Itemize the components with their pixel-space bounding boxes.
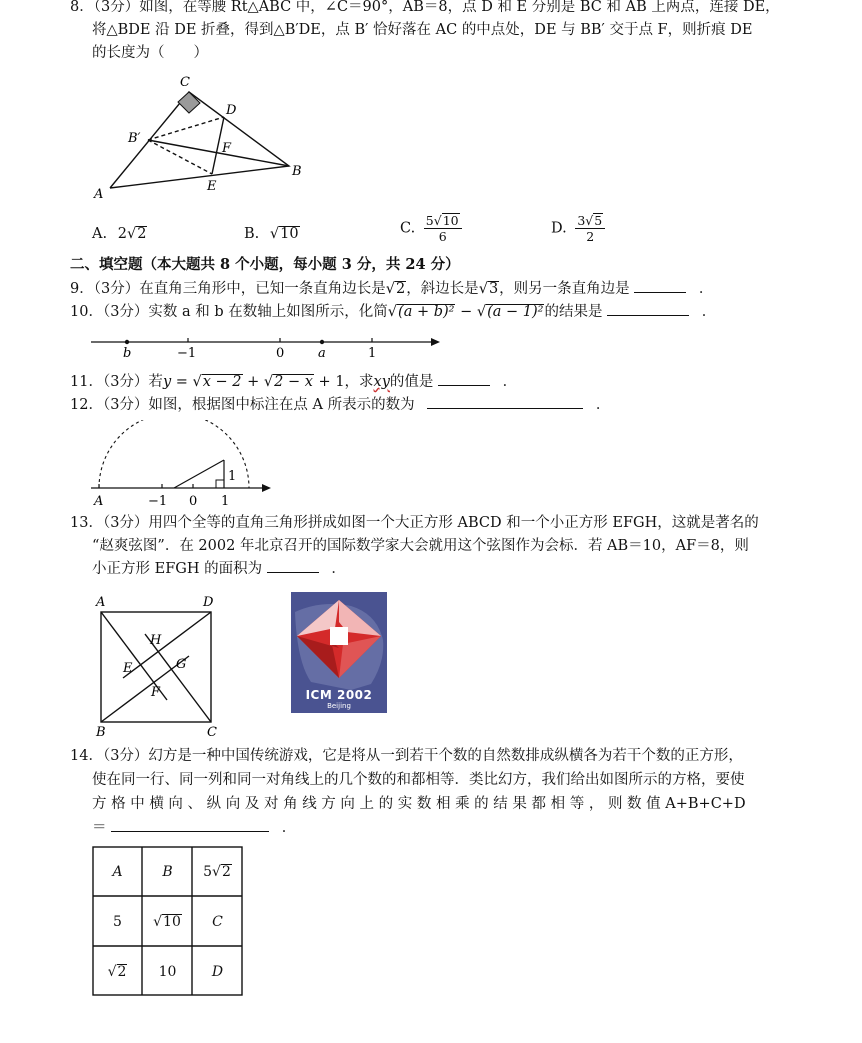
option-d-fraction: $\frac{3√5}{2}$ <box>575 213 605 244</box>
option-c-label: C. <box>400 220 416 237</box>
point-b <box>125 340 129 344</box>
big-square-abcd <box>101 612 211 722</box>
q9-radicand-2: 3 <box>488 281 499 297</box>
q10-expr-1: (a + b)² <box>398 304 455 320</box>
q10-line: 10．（3分）实数 a 和 b 在数轴上如图所示，化简√(a + b)² − √(a − 1)²的结果是 ． <box>70 301 716 323</box>
q8-line1: 8．（3分）如图，在等腰 Rt△ABC 中，∠C＝90°，AB＝8，点 D 和 E 分别是 BC 和 AB 上两点，连接 DE， <box>70 0 780 15</box>
q14-line3: 方 格 中 横 向 、 纵 向 及 对 角 线 方 向 上 的 实 数 相 乘 的 结 果 都 相 等 ， 则 数 值 A+B+C+D <box>92 796 746 812</box>
q12-figure <box>88 420 283 512</box>
section2-title: 二、填空题（本大题共 8 个小题，每小题 3 分，共 24 分） <box>70 256 460 273</box>
right-angle-mark <box>216 480 224 488</box>
label-e: E <box>123 661 133 676</box>
grid-cell-a: A <box>112 863 123 880</box>
label-c: C <box>207 725 217 740</box>
icm2002-logo <box>291 592 387 713</box>
grid-cell-root2: √ 2 <box>107 963 127 980</box>
option-b-radicand: 10 <box>280 226 299 242</box>
q11-radicand-2: 2 − x <box>274 374 313 390</box>
q14-line2: 使在同一行、同一列和同一对角线上的几个数的和都相等．类比幻方，我们给出如图所示的方格，要使 <box>92 772 745 788</box>
grid-cell-5: 5 <box>113 913 122 930</box>
q8-option-d[interactable] <box>551 213 605 244</box>
option-a-coef: 2 <box>117 226 127 242</box>
right-angle-mark <box>178 92 200 113</box>
q8-triangle-figure <box>88 70 313 210</box>
label-d: D <box>203 595 214 610</box>
q10-expr-2: (a − 1)² <box>487 304 544 320</box>
grid-cell-10: 10 <box>158 963 177 980</box>
axis-label-minus-one: −1 <box>177 346 197 361</box>
option-a-radicand: 2 <box>137 226 147 242</box>
q13-line2: “赵爽弦图”．在 2002 年北京召开的国际数学家大会就用这个弦图作为会标．若 AB＝10，AF＝8，则 <box>92 538 749 554</box>
label-side: 1 <box>228 469 237 484</box>
q12-answer-blank[interactable] <box>427 394 583 409</box>
logo-city: Beijing <box>327 702 351 710</box>
q11-line: 11．（3分）若y = √x − 2 + √2 − x + 1，求xy的值是 ． <box>70 371 517 393</box>
option-d-label: D. <box>551 220 567 237</box>
label-one: 1 <box>221 494 230 509</box>
q13-zhao-shuang-figure <box>88 590 228 740</box>
q12-line: 12．（3分）如图，根据图中标注在点 A 所表示的数为 ． <box>70 394 610 416</box>
grid-cell-d: D <box>211 963 224 980</box>
dashed-bprime-e <box>148 140 212 174</box>
q10-answer-blank[interactable] <box>607 301 689 316</box>
label-g: G <box>176 657 187 672</box>
axis-label-one: 1 <box>368 346 377 361</box>
axis-label-b: b <box>123 346 132 361</box>
grid-cell-root10: √ 10 <box>153 913 181 930</box>
grid-cell-c: C <box>212 913 223 930</box>
label-a: A <box>94 187 104 202</box>
label-minus-one: −1 <box>148 494 168 509</box>
label-zero: 0 <box>189 494 198 509</box>
q8-line3: 的长度为（ ） <box>92 45 208 61</box>
point-a <box>320 340 324 344</box>
axis-label-zero: 0 <box>276 346 285 361</box>
q14-line4: ＝ ． <box>92 817 296 839</box>
q10-number-line <box>88 330 448 362</box>
label-bprime: B′ <box>128 131 141 146</box>
grid-cell-5root2: 5 √ 2 <box>203 863 231 880</box>
q8-option-a[interactable]: A. 2√2 <box>92 226 147 242</box>
q14-answer-blank[interactable] <box>111 817 269 832</box>
label-h: H <box>150 633 162 648</box>
grid-cell-b: B <box>162 863 173 880</box>
label-e: E <box>207 179 217 194</box>
dashed-arc <box>99 420 249 488</box>
q11-answer-blank[interactable] <box>438 371 490 386</box>
seg-d <box>123 612 211 678</box>
label-a: A <box>94 494 104 509</box>
q13-line1: 13．（3分）用四个全等的直角三角形拼成如图一个大正方形 ABCD 和一个小正方形 EFGH，这就是著名的 <box>70 515 759 531</box>
label-a: A <box>96 595 106 610</box>
q13-answer-blank[interactable] <box>267 558 319 573</box>
label-c: C <box>180 75 190 90</box>
option-a-label: A. <box>92 226 108 242</box>
q8-option-c[interactable] <box>400 213 462 244</box>
q11-radicand-1: x − 2 <box>202 374 242 390</box>
label-d: D <box>226 103 237 118</box>
q8-line2: 将△BDE 沿 DE 折叠，得到△B′DE，点 B′ 恰好落在 AC 的中点处，DE 与 BB′ 交于点 F，则折痕 DE <box>92 22 753 38</box>
q9-answer-blank[interactable] <box>634 278 686 293</box>
q8-option-b[interactable]: B. √10 <box>244 226 299 242</box>
logo-title: ICM 2002 <box>305 688 373 702</box>
label-b: B <box>96 725 106 740</box>
option-c-fraction: $\frac{5√10}{6}$ <box>424 213 462 244</box>
q14-line1: 14．（3分）幻方是一种中国传统游戏，它是将从一到若干个数的自然数排成纵横各为若干个数的正方形， <box>70 748 743 764</box>
label-f: F <box>151 685 161 700</box>
q13-line3: 小正方形 EFGH 的面积为 ． <box>92 558 346 580</box>
q9-radicand-1: 2 <box>395 281 406 297</box>
label-b: B <box>292 164 302 179</box>
label-f: F <box>222 141 232 156</box>
q9-line: 9．（3分）在直角三角形中，已知一条直角边长是√2，斜边长是√3，则另一条直角边是 ． <box>70 278 713 300</box>
axis-label-a: a <box>318 346 326 361</box>
option-b-label: B. <box>244 226 260 242</box>
